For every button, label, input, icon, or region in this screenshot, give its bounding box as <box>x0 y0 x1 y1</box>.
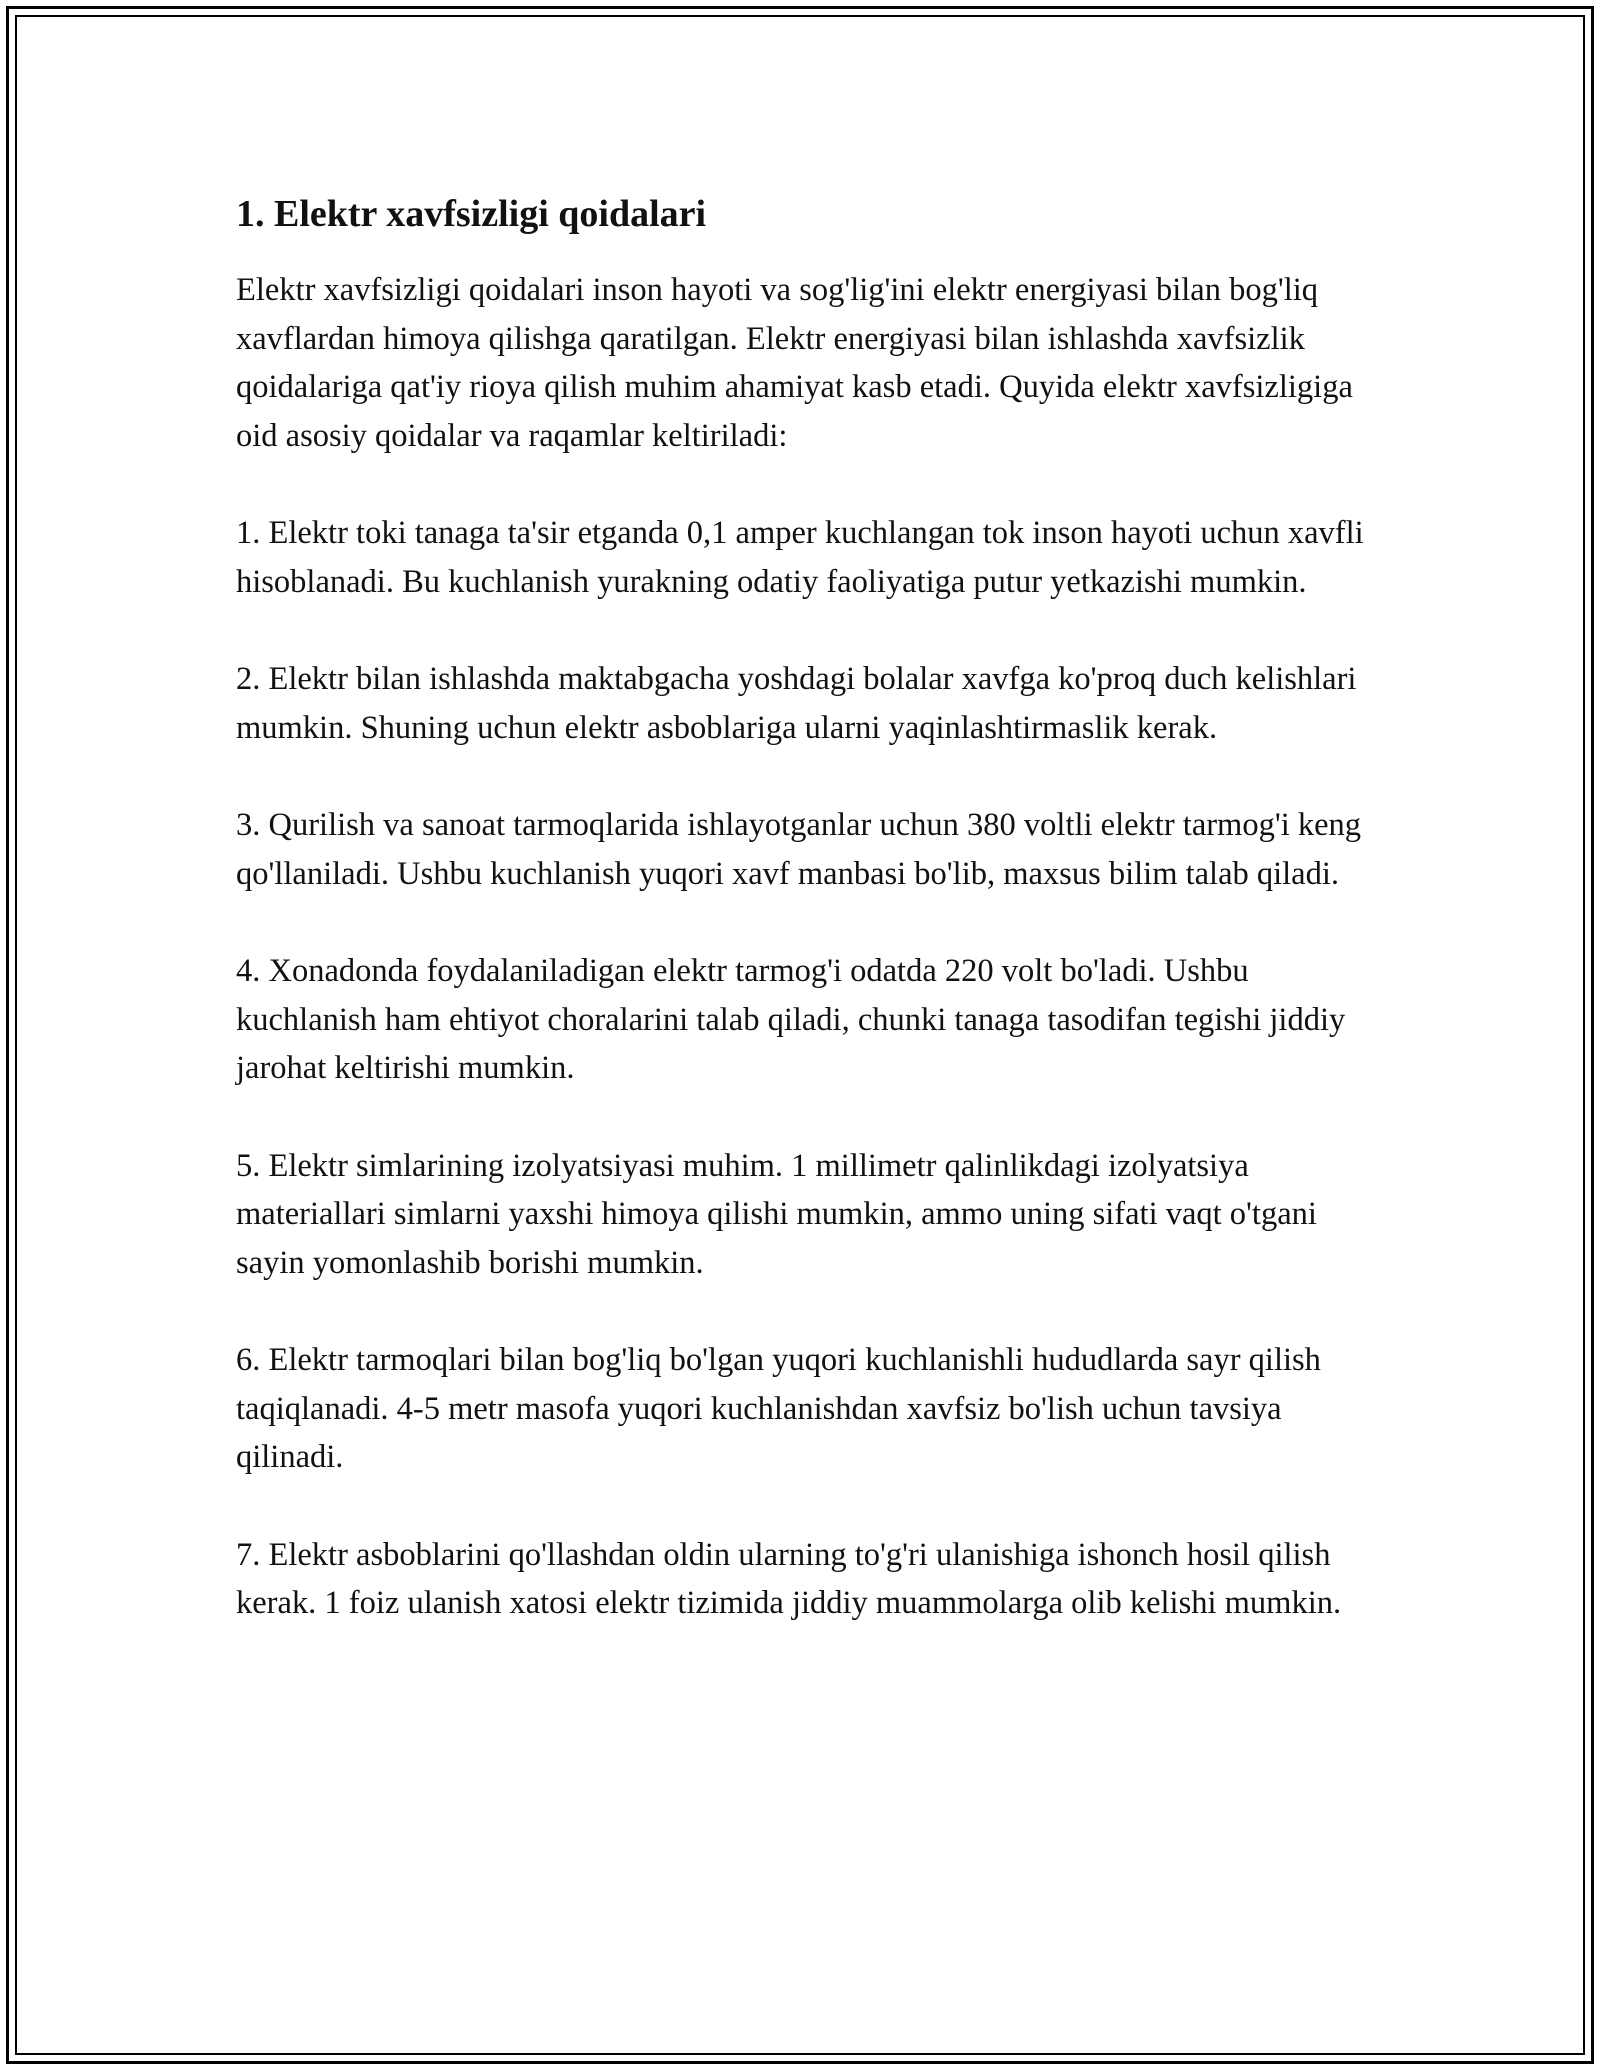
intro-paragraph: Elektr xavfsizligi qoidalari inson hayoti va sog'lig'ini elektr energiyasi bilan bog'liq xavflardan himoya qilishga qaratilgan. Elektr energiyasi bilan ishlashda xavfsizlik qoidalariga qat'iy rioya qilish muhim ahamiyat kasb etadi. Quyida elektr xavfsizligiga oid asosiy qoidalar va raqamlar keltiriladi: <box>236 272 1353 454</box>
rule-3-paragraph: 3. Qurilish va sanoat tarmoqlarida ishlayotganlar uchun 380 voltli elektr tarmog'i keng qo'llaniladi. Ushbu kuchlanish yuqori xavf manbasi bo'lib, maxsus bilim talab qiladi. <box>236 807 1362 892</box>
rule-1-paragraph: 1. Elektr toki tanaga ta'sir etganda 0,1 amper kuchlangan tok inson hayoti uchun xavfli hisoblanadi. Bu kuchlanish yurakning odatiy faoliyatiga putur yetkazishi mumkin. <box>236 515 1364 600</box>
rule-2-paragraph: 2. Elektr bilan ishlashda maktabgacha yoshdagi bolalar xavfga ko'proq duch kelishlari mumkin. Shuning uchun elektr asboblariga ularni yaqinlashtirmaslik kerak. <box>236 661 1357 746</box>
document-body <box>236 190 1376 1677</box>
section-heading: 1. Elektr xavfsizligi qoidalari <box>236 193 707 235</box>
rule-4-paragraph: 4. Xonadonda foydalaniladigan elektr tarmog'i odatda 220 volt bo'ladi. Ushbu kuchlanish ham ehtiyot choralarini talab qiladi, chunki tanaga tasodifan tegishi jiddiy jarohat keltirishi mumkin. <box>236 953 1346 1086</box>
rule-5-paragraph: 5. Elektr simlarining izolyatsiyasi muhim. 1 millimetr qalinlikdagi izolyatsiya materiallari simlarni yaxshi himoya qilishi mumkin, ammo uning sifati vaqt o'tgani sayin yomonlashib borishi mumkin. <box>236 1147 1317 1281</box>
rule-6-paragraph: 6. Elektr tarmoqlari bilan bog'liq bo'lgan yuqori kuchlanishli hududlarda sayr qilish taqiqlanadi. 4-5 metr masofa yuqori kuchlanishdan xavfsiz bo'lish uchun tavsiya qilinadi. <box>236 1342 1321 1475</box>
rule-7-paragraph: 7. Elektr asboblarini qo'llashdan oldin ularning to'g'ri ulanishiga ishonch hosil qilish kerak. 1 foiz ulanish xatosi elektr tizimida jiddiy muammolarga olib kelishi mumkin. <box>236 1536 1342 1621</box>
